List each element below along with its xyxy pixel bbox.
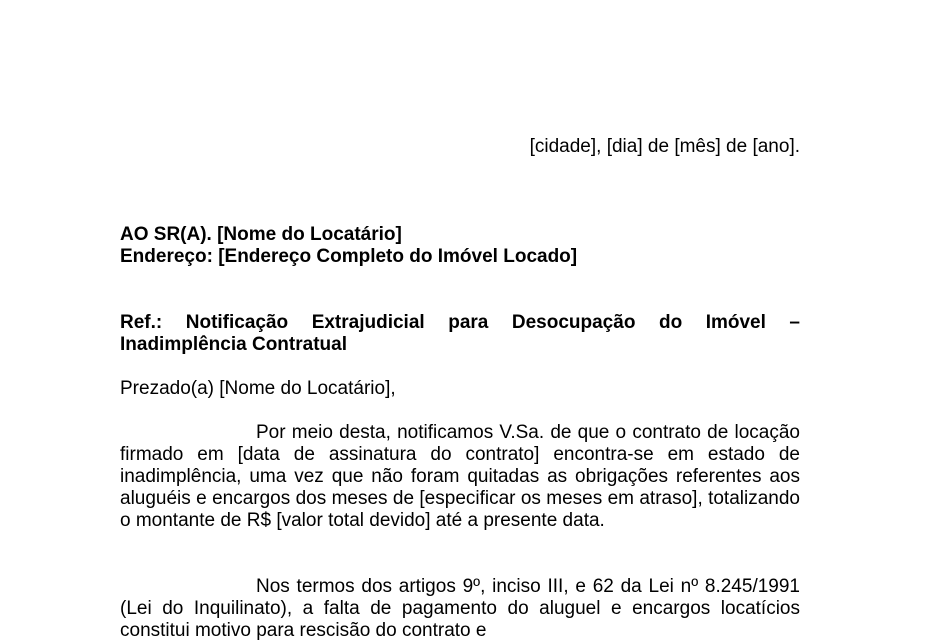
addressee-address: Endereço: [Endereço Completo do Imóvel Locado] <box>120 246 578 267</box>
body-paragraph: Nos termos dos artigos 9º, inciso III, e 62 da Lei nº 8.245/1991 (Lei do Inquilinato), a falta de pagamento do aluguel e encargos locatícios constitui motivo para rescisão do contrato e <box>120 576 800 641</box>
date-line: [cidade], [dia] de [mês] de [ano]. <box>529 136 800 157</box>
body-paragraph: Por meio desta, notificamos V.Sa. de que o contrato de locação firmado em [data de assinatura do contrato] encontra-se em estado de inadimplência, uma vez que não foram quitadas as obrigações referentes aos aluguéis e encargos dos meses de [especificar os meses em atraso], totalizando o montante de R$ [valor total devido] até a presente data. <box>120 422 800 531</box>
salutation: Prezado(a) [Nome do Locatário], <box>120 378 396 399</box>
reference-line: Ref.: Notificação Extrajudicial para Desocupação do Imóvel – Inadimplência Contratual <box>120 312 800 355</box>
addressee-block <box>120 224 800 268</box>
addressee-name: AO SR(A). [Nome do Locatário] <box>120 224 402 245</box>
